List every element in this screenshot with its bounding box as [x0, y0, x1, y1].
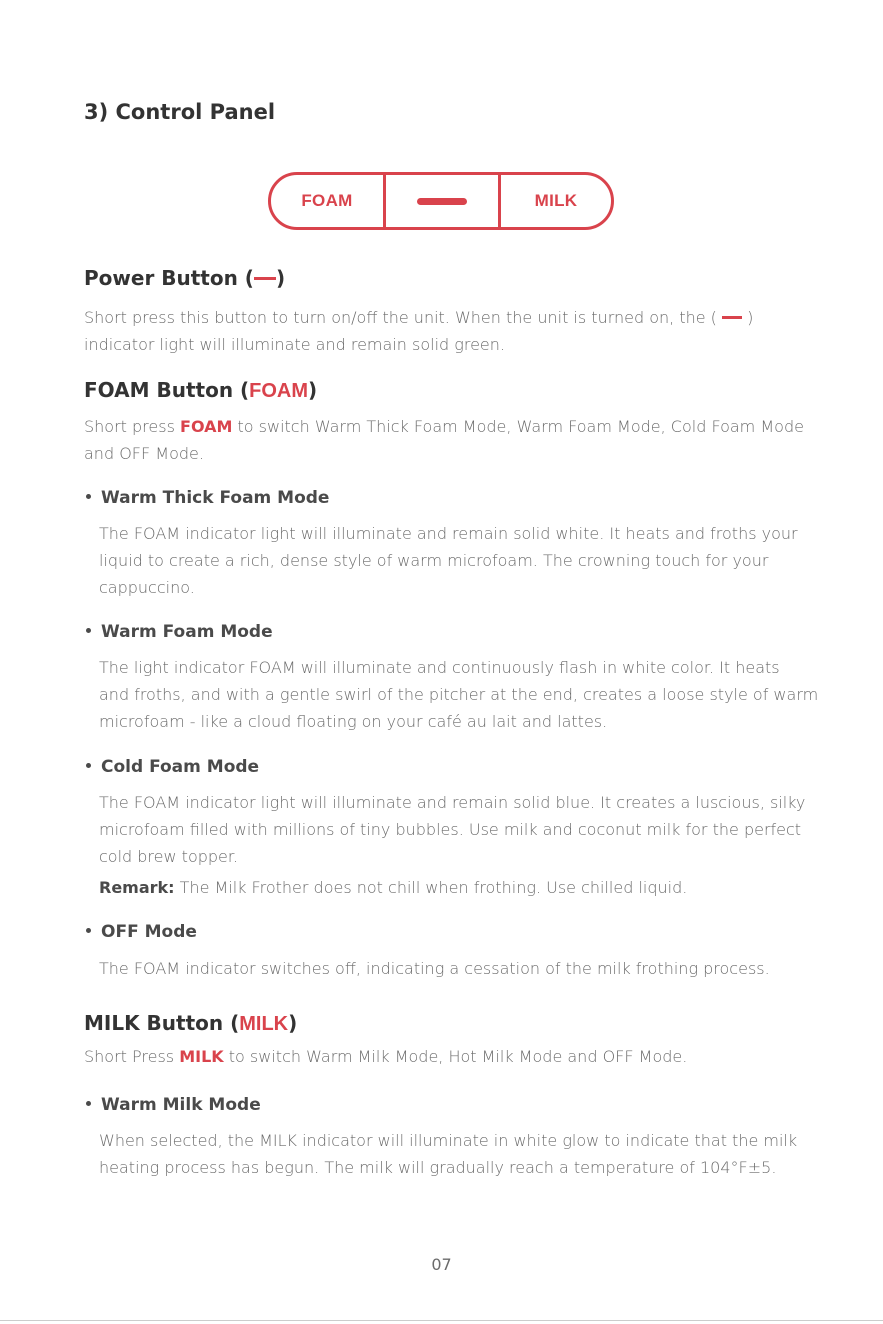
- milk-button-label: MILK: [534, 191, 578, 210]
- text-line: indicator light will illuminate and remain solid green.: [84, 335, 505, 354]
- bullet-icon: [86, 763, 91, 768]
- text-line: Short press this button to turn on/off the unit. When the unit is turned on, the ( ): [84, 308, 754, 327]
- foam-chip: FOAM: [249, 380, 309, 402]
- foam-button-label: FOAM: [301, 191, 353, 210]
- mode-description: [99, 789, 805, 901]
- power-button[interactable]: [386, 175, 498, 227]
- bullet-icon: [86, 928, 91, 933]
- mode-description: [99, 654, 818, 735]
- section-title: 3) Control Panel: [84, 100, 276, 124]
- text-line: Short press FOAM to switch Warm Thick Foam Mode, Warm Foam Mode, Cold Foam Mode: [84, 417, 804, 436]
- text-line: heating process has begun. The milk will gradually reach a temperature of 104°F±5.: [99, 1158, 777, 1177]
- text-line: cappuccino.: [99, 578, 195, 597]
- text-line: and froths, and with a gentle swirl of the pitcher at the end, creates a loose style of warm: [99, 685, 819, 704]
- mode-description: [99, 955, 770, 982]
- milk-button[interactable]: [501, 175, 611, 227]
- bullet-icon: [86, 628, 91, 633]
- power-heading: Power Button ( ): [84, 266, 286, 290]
- power-description: [84, 304, 753, 358]
- text-line: The FOAM indicator switches off, indicating a cessation of the milk frothing process.: [99, 959, 770, 978]
- mode-title-warm-foam: Warm Foam Mode: [86, 622, 273, 642]
- page-bottom-rule: [0, 1320, 883, 1321]
- text-line: microfoam - like a cloud floating on your café au lait and lattes.: [99, 712, 608, 731]
- text-line: When selected, the MILK indicator will illuminate in white glow to indicate that the milk: [99, 1131, 798, 1150]
- text-line: The light indicator FOAM will illuminate and continuously flash in white color. It heats: [99, 658, 780, 677]
- milk-key: MILK: [179, 1047, 224, 1066]
- mode-title-cold-foam: Cold Foam Mode: [86, 757, 259, 777]
- bullet-icon: [86, 494, 91, 499]
- milk-chip: MILK: [239, 1013, 289, 1035]
- milk-heading: MILK Button (MILK): [84, 1011, 298, 1035]
- dash-icon: [254, 277, 276, 280]
- text-line: liquid to create a rich, dense style of warm microfoam. The crowning touch for your: [99, 551, 769, 570]
- bullet-icon: [86, 1101, 91, 1106]
- mode-title-off: OFF Mode: [86, 922, 197, 942]
- text-line: The FOAM indicator light will illuminate and remain solid blue. It creates a luscious, silky: [99, 793, 806, 812]
- remark-label: Remark:: [99, 878, 175, 897]
- page-number: 07: [431, 1255, 452, 1274]
- mode-title-warm-milk: Warm Milk Mode: [86, 1095, 261, 1115]
- dash-icon: [722, 316, 742, 319]
- mode-title-warm-thick-foam: Warm Thick Foam Mode: [86, 488, 329, 508]
- mode-description: [99, 520, 798, 601]
- text-line: The FOAM indicator light will illuminate and remain solid white. It heats and froths your: [99, 524, 798, 543]
- mode-description: [99, 1127, 797, 1181]
- foam-intro: [84, 413, 804, 467]
- foam-key: FOAM: [180, 417, 233, 436]
- text-line: microfoam filled with millions of tiny bubbles. Use milk and coconut milk for the perfect: [99, 820, 802, 839]
- foam-button[interactable]: [271, 175, 383, 227]
- text-line: and OFF Mode.: [84, 444, 204, 463]
- milk-intro: [84, 1043, 687, 1070]
- foam-heading: FOAM Button (FOAM): [84, 378, 318, 402]
- text-line: Short Press MILK to switch Warm Milk Mode, Hot Milk Mode and OFF Mode.: [84, 1047, 688, 1066]
- remark: Remark: The Milk Frother does not chill when frothing. Use chilled liquid.: [99, 878, 688, 897]
- text-line: cold brew topper.: [99, 847, 239, 866]
- control-panel: [268, 172, 614, 230]
- dash-icon: [417, 198, 467, 205]
